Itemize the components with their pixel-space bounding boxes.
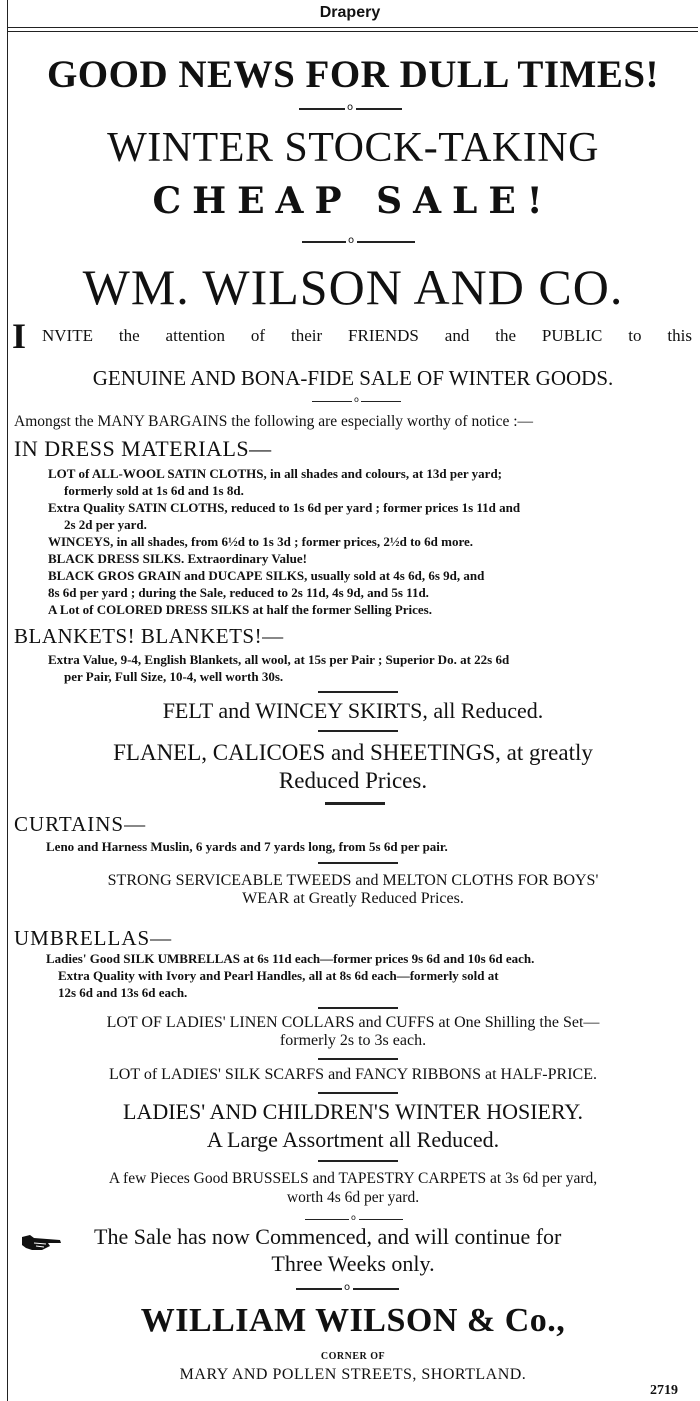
dress-line: WINCEYS, in all shades, from 6½d to 1s 3d ; former prices, 2½d to 6d more. (48, 534, 474, 549)
ornament-divider-3: o (0, 396, 700, 408)
tweeds-line-2: WEAR at Greatly Reduced Prices. (242, 890, 464, 907)
umbrellas-line: 12s 6d and 13s 6d each. (58, 985, 188, 1000)
headline-good-news: GOOD NEWS FOR DULL TIMES! (46, 53, 660, 96)
divider-bar (318, 1007, 398, 1009)
column-border (7, 0, 8, 1401)
divider-bar (318, 691, 398, 693)
company-name: WM. WILSON AND CO. (82, 259, 624, 315)
curtains-line: Leno and Harness Muslin, 6 yards and 7 yards long, from 5s 6d per pair. (46, 839, 448, 854)
ornament-divider: o (0, 103, 700, 115)
footer-address: MARY AND POLLEN STREETS, SHORTLAND. (179, 1366, 527, 1383)
divider-bar (318, 730, 398, 732)
dress-line: formerly sold at 1s 6d and 1s 8d. (64, 483, 244, 498)
pointing-hand-icon (20, 1231, 64, 1253)
dress-line: LOT of ALL-WOOL SATIN CLOTHS, in all shades and colours, at 13d per yard; (48, 466, 503, 481)
ornament-divider-2: o (0, 236, 700, 248)
collars-line-1: LOT OF LADIES' LINEN COLLARS and CUFFS at One Shilling the Set— (106, 1014, 600, 1031)
curtains-heading: CURTAINS— (14, 812, 147, 836)
blankets-heading: BLANKETS! BLANKETS!— (14, 624, 284, 648)
dress-line: 8s 6d per yard ; during the Sale, reduced to 2s 11d, 4s 9d, and 5s 11d. (48, 585, 429, 600)
hosiery-line-1: LADIES' AND CHILDREN'S WINTER HOSIERY. (123, 1099, 583, 1124)
carpets-line-2: worth 4s 6d per yard. (286, 1189, 420, 1206)
dress-line: 2s 2d per yard. (64, 517, 147, 532)
invite-line: NVITE the attention of their FRIENDS and the PUBLIC to this (42, 326, 692, 345)
ad-number: 2719 (650, 1383, 678, 1398)
headline-cheap-sale: CHEAP SALE! (152, 180, 554, 222)
divider-bar (318, 1058, 398, 1060)
drop-cap: I (12, 316, 27, 356)
blankets-line: Extra Value, 9-4, English Blankets, all wool, at 15s per Pair ; Superior Do. at 22s 6d (48, 652, 510, 667)
dress-heading: IN DRESS MATERIALS— (14, 436, 272, 461)
umbrellas-line: Extra Quality with Ivory and Pearl Handles, all at 8s 6d each—formerly sold at (58, 968, 499, 983)
tweeds-line-1: STRONG SERVICEABLE TWEEDS and MELTON CLOTHS FOR BOYS' (107, 872, 599, 889)
umbrellas-heading: UMBRELLAS— (14, 926, 173, 950)
ornament-divider-4: o (0, 1214, 700, 1226)
carpets-line-1: A few Pieces Good BRUSSELS and TAPESTRY CARPETS at 3s 6d per yard, (108, 1170, 598, 1187)
divider-bar (318, 1160, 398, 1162)
header-rule (8, 27, 698, 28)
divider-bar (318, 862, 398, 864)
amongst-line: Amongst the MANY BARGAINS the following are especially worthy of notice :— (14, 413, 534, 430)
ornament-divider-5: o (0, 1283, 700, 1295)
genuine-sale-line: GENUINE AND BONA-FIDE SALE OF WINTER GOODS. (92, 366, 614, 390)
section-header: Drapery (319, 4, 381, 21)
divider-bar (318, 1092, 398, 1094)
sale-line-1: The Sale has now Commenced, and will continue for (94, 1224, 562, 1249)
divider-bar (325, 802, 385, 805)
flanel-line-2: Reduced Prices. (278, 768, 428, 793)
dress-line: A Lot of COLORED DRESS SILKS at half the former Selling Prices. (48, 602, 432, 617)
headline-winter: WINTER STOCK-TAKING (107, 125, 599, 171)
collars-line-2: formerly 2s to 3s each. (279, 1032, 427, 1049)
footer-corner: CORNER OF (320, 1351, 386, 1362)
blankets-line: per Pair, Full Size, 10-4, well worth 30s. (64, 669, 284, 684)
sale-line-2: Three Weeks only. (271, 1251, 435, 1276)
flanel-line-1: FLANEL, CALICOES and SHEETINGS, at greatly (113, 740, 593, 765)
felt-line: FELT and WINCEY SKIRTS, all Reduced. (162, 698, 544, 723)
header-rule-2 (8, 31, 698, 32)
umbrellas-line: Ladies' Good SILK UMBRELLAS at 6s 11d each—former prices 9s 6d and 10s 6d each. (46, 951, 535, 966)
dress-line: BLACK GROS GRAIN and DUCAPE SILKS, usually sold at 4s 6d, 6s 9d, and (48, 568, 485, 583)
hosiery-line-2: A Large Assortment all Reduced. (206, 1127, 500, 1152)
dress-line: Extra Quality SATIN CLOTHS, reduced to 1s 6d per yard ; former prices 1s 11d and (48, 500, 521, 515)
dress-line: BLACK DRESS SILKS. Extraordinary Value! (48, 551, 307, 566)
scarfs-line: LOT of LADIES' SILK SCARFS and FANCY RIBBONS at HALF-PRICE. (109, 1066, 597, 1083)
footer-company: WILLIAM WILSON & Co., (140, 1302, 566, 1339)
